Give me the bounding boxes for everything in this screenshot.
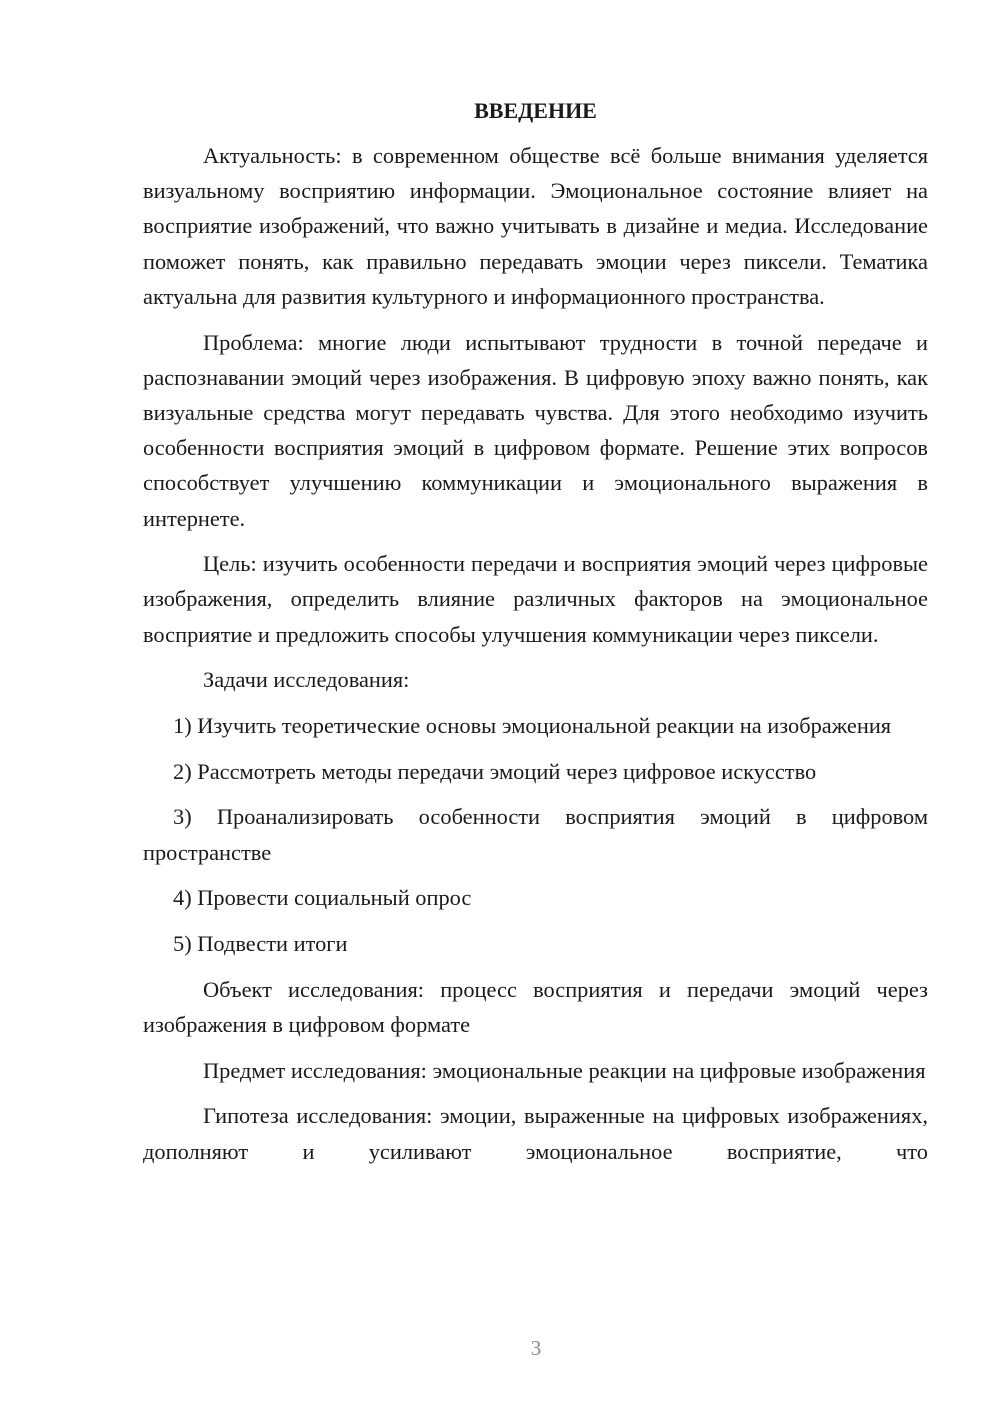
task-item-2: 2) Рассмотреть методы передачи эмоций через цифровое искусство: [173, 758, 817, 784]
paragraph-goal: Цель: изучить особенности передачи и восприятия эмоций через цифровые изображения, определить влияние различных факторов на эмоциональное восприятие и предложить способы улучшения коммуникации через пиксели.: [143, 551, 928, 647]
page-number: 3: [530, 1336, 542, 1360]
task-item-1: 1) Изучить теоретические основы эмоциональной реакции на изображения: [173, 713, 892, 739]
paragraph-hypothesis: Гипотеза исследования: эмоции, выраженные на цифровых изображениях, дополняют и усиливают эмоциональное восприятие, что: [143, 1103, 928, 1164]
page-content: [143, 93, 928, 1169]
task-item-4: 4) Провести социальный опрос: [173, 885, 472, 911]
task-item-5: 5) Подвести итоги: [173, 931, 348, 957]
section-title: ВВЕДЕНИЕ: [474, 98, 597, 123]
paragraph-relevance: Актуальность: в современном обществе всё больше внимания уделяется визуальному восприятию информации. Эмоциональное состояние влияет на восприятие изображений, что важно учитывать в дизайне и медиа. Исследование поможет понять, как правильно передавать эмоции через пиксели. Тематика актуальна для развития культурного и информационного пространства.: [143, 143, 928, 309]
paragraph-tasks-heading: Задачи исследования:: [203, 667, 410, 693]
paragraph-subject: Предмет исследования: эмоциональные реакции на цифровые изображения: [203, 1057, 926, 1083]
paragraph-object: Объект исследования: процесс восприятия и передачи эмоций через изображения в цифровом формате: [143, 976, 928, 1037]
task-item-3: 3) Проанализировать особенности восприятия эмоций в цифровом пространстве: [143, 804, 928, 865]
paragraph-problem: Проблема: многие люди испытывают трудности в точной передаче и распознавании эмоций через изображения. В цифровую эпоху важно понять, как визуальные средства могут передавать чувства. Для этого необходимо изучить особенности восприятия эмоций в цифровом формате. Решение этих вопросов способствует улучшению коммуникации и эмоционального выражения в интернете.: [143, 329, 928, 531]
